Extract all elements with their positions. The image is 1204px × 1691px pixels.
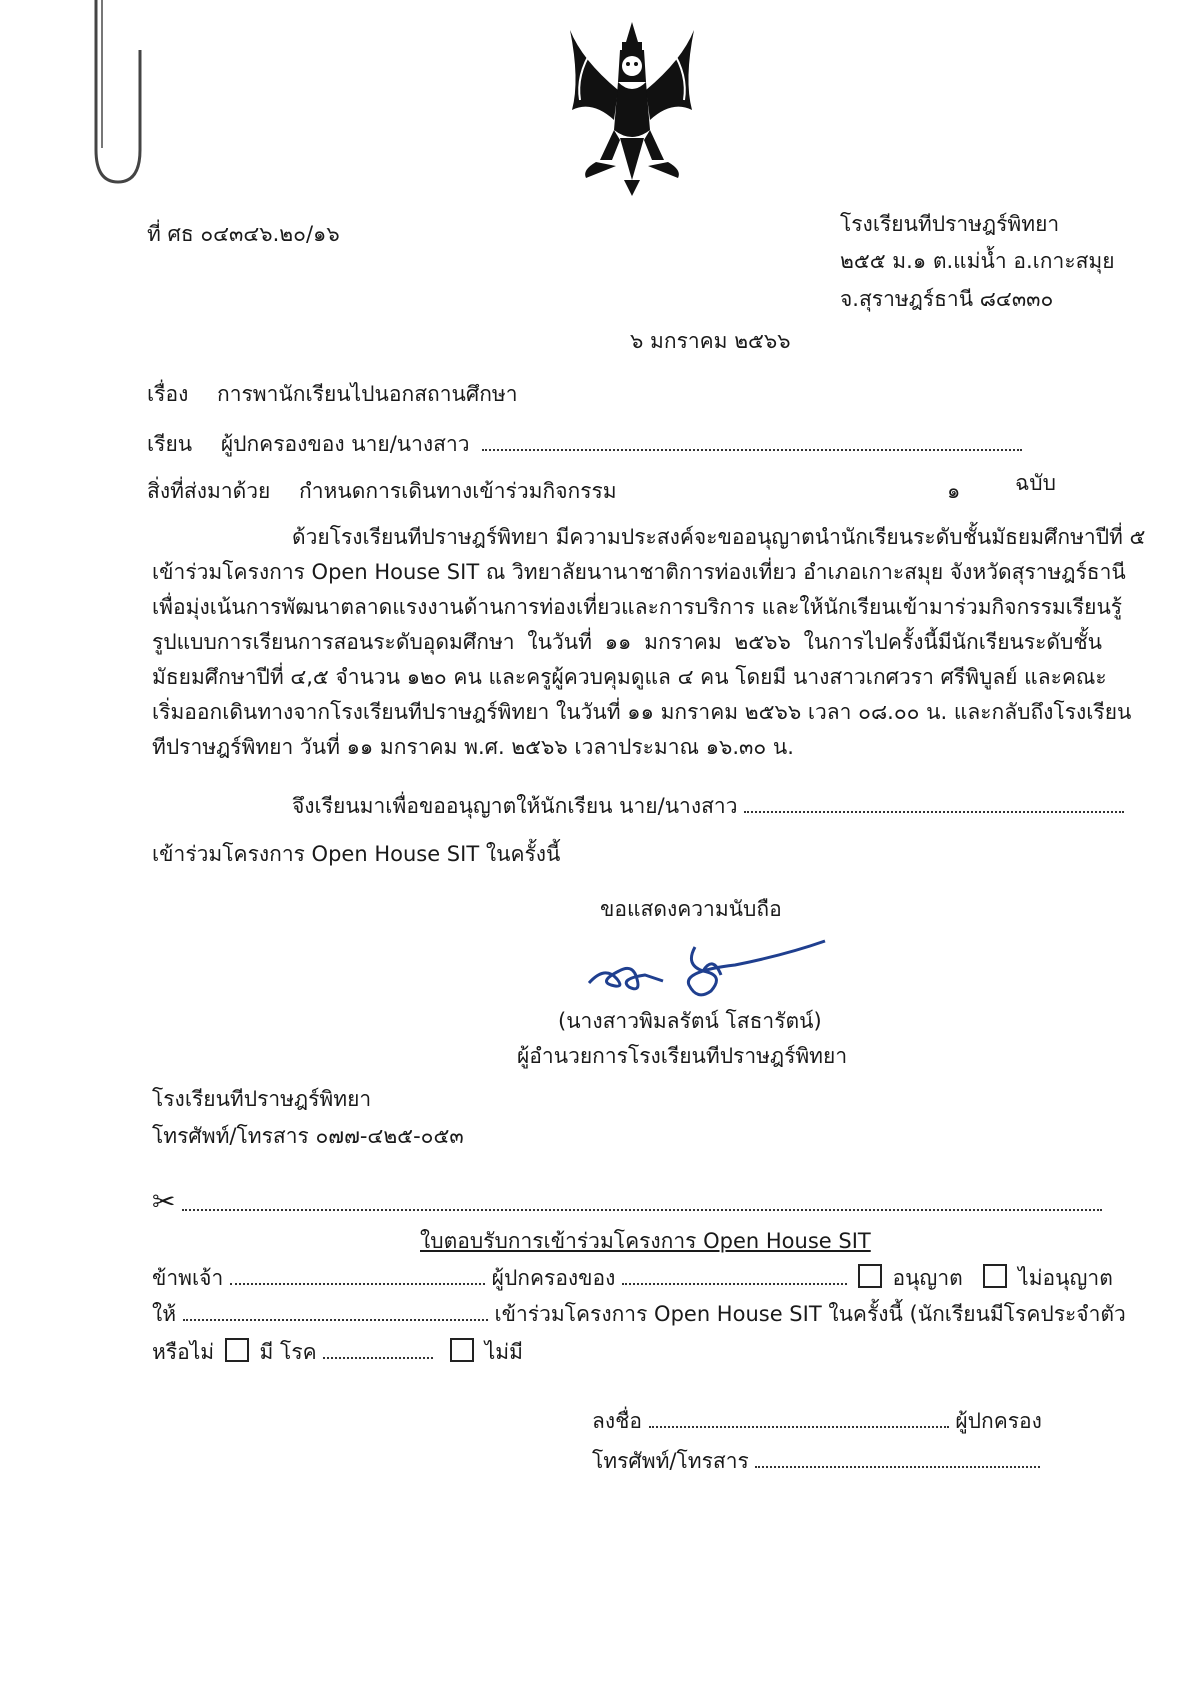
student-name-field[interactable] <box>622 1265 847 1285</box>
body-line: รูปแบบการเรียนการสอนระดับอุดมศึกษา ในวันที่ ๑๑ มกราคม ๒๕๖๖ ในการไปครั้งนี้มีนักเรียนระดับชั้น <box>152 630 1102 654</box>
body-line: เริ่มออกเดินทางจากโรงเรียนทีปราษฎร์พิทยา ในวันที่ ๑๑ มกราคม ๒๕๖๖ เวลา ๐๘.๐๐ น. และกลับถึงโรงเรียน <box>152 700 1132 724</box>
no-disease-label: ไม่มี <box>484 1340 523 1364</box>
scissors-icon: ✂ <box>152 1185 176 1218</box>
permit-label: ให้ <box>152 1302 177 1326</box>
subject-text: การพานักเรียนไปนอกสถานศึกษา <box>217 382 518 406</box>
garuda-emblem <box>562 20 702 200</box>
guardian-signature-field[interactable] <box>649 1408 949 1428</box>
reply-line-1 <box>152 1262 1113 1295</box>
signer-title: ผู้อำนวยการโรงเรียนทีปราษฎร์พิทยา <box>517 1044 848 1068</box>
cut-line <box>152 1185 1102 1218</box>
guardian-signature-row <box>592 1405 1042 1438</box>
request-line <box>292 790 1124 823</box>
sign-role-label: ผู้ปกครอง <box>955 1409 1042 1433</box>
body-line: มัธยมศึกษาปีที่ ๔,๕ จำนวน ๑๒๐ คน และครูผู้ควบคุมดูแล ๔ คน โดยมี นางสาวเกศวรา ศรีพิบูลย์ และคณะ <box>152 665 1107 689</box>
request-line-2: เข้าร่วมโครงการ Open House SIT ในครั้งนี้ <box>152 842 561 866</box>
disallow-checkbox[interactable] <box>983 1264 1007 1288</box>
school-name: โรงเรียนทีปราษฎร์พิทยา <box>840 212 1060 236</box>
cut-dotted-line <box>182 1191 1102 1211</box>
reply-line-3 <box>152 1336 523 1369</box>
sign-label: ลงชื่อ <box>592 1409 642 1433</box>
request-text: จึงเรียนมาเพื่อขออนุญาตให้นักเรียน นาย/นางสาว <box>292 794 738 818</box>
closing-regards: ขอแสดงความนับถือ <box>600 897 782 921</box>
no-disease-checkbox[interactable] <box>450 1338 474 1362</box>
guardian-phone-label: โทรศัพท์/โทรสาร <box>592 1449 749 1473</box>
guardian-name-field[interactable] <box>230 1265 485 1285</box>
body-line: เพื่อมุ่งเน้นการพัฒนาตลาดแรงงานด้านการท่องเที่ยวและการบริการ และให้นักเรียนเข้ามาร่วมกิจกรรมเรียนรู้ <box>152 595 1123 619</box>
disease-name-field[interactable] <box>323 1339 433 1359</box>
body-paragraph <box>152 520 1146 765</box>
reply-form-title: ใบตอบรับการเข้าร่วมโครงการ Open House SIT <box>420 1229 871 1253</box>
enclosure-text: กำหนดการเดินทางเข้าร่วมกิจกรรม <box>299 479 617 503</box>
disallow-label: ไม่อนุญาต <box>1018 1266 1113 1290</box>
disease-question-label: หรือไม่ <box>152 1340 215 1364</box>
letter-date: ๖ มกราคม ๒๕๖๖ <box>630 329 791 353</box>
has-disease-checkbox[interactable] <box>225 1338 249 1362</box>
subject-label: เรื่อง <box>147 382 189 406</box>
document-number: ที่ ศธ ๐๔๓๔๖.๒๐/๑๖ <box>147 222 340 246</box>
allow-label: อนุญาต <box>892 1266 963 1290</box>
allow-checkbox[interactable] <box>858 1264 882 1288</box>
recipient-text: ผู้ปกครองของ นาย/นางสาว <box>220 432 470 456</box>
footer-phone: โทรศัพท์/โทรสาร ๐๗๗-๔๒๕-๐๕๓ <box>152 1124 464 1148</box>
reply-line-2 <box>152 1298 1126 1331</box>
recipient-label: เรียน <box>147 432 193 456</box>
enclosure-label: สิ่งที่ส่งมาด้วย <box>147 479 271 503</box>
body-line: ทีปราษฎร์พิทยา วันที่ ๑๑ มกราคม พ.ศ. ๒๕๖๖ เวลาประมาณ ๑๖.๓๐ น. <box>152 735 794 759</box>
enclosure-count: ๑ <box>947 479 961 503</box>
body-line: เข้าร่วมโครงการ Open House SIT ณ วิทยาลัยนานาชาติการท่องเที่ยว อำเภอเกาะสมุย จังหวัดสุราษฎร์ธานี <box>152 560 1126 584</box>
subject-row <box>147 378 518 411</box>
permit-text: เข้าร่วมโครงการ Open House SIT ในครั้งนี้ (นักเรียนมีโรคประจำตัว <box>494 1302 1126 1326</box>
address-line-1: ๒๕๕ ม.๑ ต.แม่น้ำ อ.เกาะสมุย <box>840 249 1115 273</box>
body-line: ด้วยโรงเรียนทีปราษฎร์พิทยา มีความประสงค์จะขออนุญาตนำนักเรียนระดับชั้นมัธยมศึกษาปีที่ ๕ <box>292 525 1146 549</box>
student-name-fill-line <box>744 793 1124 813</box>
guardian-phone-field[interactable] <box>755 1448 1040 1468</box>
recipient-fill-line <box>482 431 1022 451</box>
director-signature <box>585 935 835 1005</box>
has-disease-label: มี โรค <box>259 1340 317 1364</box>
footer-school: โรงเรียนทีปราษฎร์พิทยา <box>152 1087 372 1111</box>
enclosure-unit: ฉบับ <box>1015 471 1056 495</box>
guardian-of-label: ผู้ปกครองของ <box>491 1266 616 1290</box>
paper-clip-image <box>88 0 148 190</box>
permit-student-field[interactable] <box>183 1301 488 1321</box>
address-line-2: จ.สุราษฎร์ธานี ๘๔๓๓๐ <box>840 287 1054 311</box>
recipient-row <box>147 428 1022 461</box>
guardian-phone-row <box>592 1445 1040 1478</box>
enclosure-row <box>147 471 1056 508</box>
signer-name: (นางสาวพิมลรัตน์ โสธารัตน์) <box>558 1009 822 1033</box>
guardian-label: ข้าพเจ้า <box>152 1266 224 1290</box>
